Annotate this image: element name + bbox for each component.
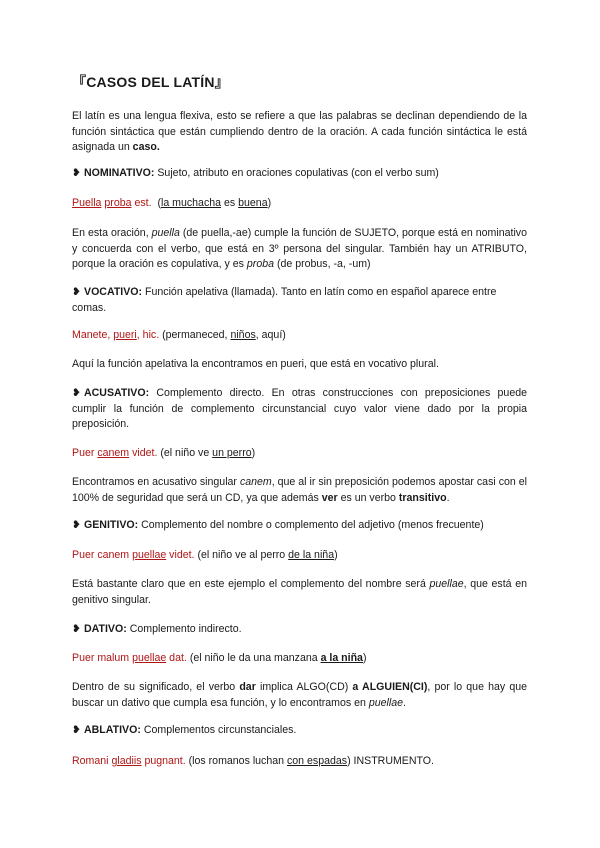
dativo-heading: ❥ DATIVO: Complemento indirecto.	[72, 622, 527, 638]
dativo-explanation: Dentro de su significado, el verbo dar implica ALGO(CD) a ALGUIEN(CI), por lo que hay que buscar un dativo que cumpla esa función, y lo encontramos en puellae.	[72, 681, 527, 709]
dativo-example: Puer malum puellae dat. (el niño le da una manzana a la niña)	[72, 652, 367, 664]
vocativo-label: VOCATIVO:	[84, 286, 143, 298]
heart-bullet-icon: ❥	[72, 286, 81, 298]
nominativo-heading: ❥ NOMINATIVO: Sujeto, atributo en oraciones copulativas (con el verbo sum)	[72, 166, 527, 182]
genitivo-heading: ❥ GENITIVO: Complemento del nombre o complemento del adjetivo (menos frecuente)	[72, 518, 527, 534]
genitivo-label: GENITIVO:	[84, 519, 139, 531]
nominativo-example: Puella proba est. (la muchacha es buena)	[72, 197, 272, 209]
heart-bullet-icon: ❥	[72, 519, 81, 531]
heart-bullet-icon: ❥	[72, 167, 81, 179]
heart-bullet-icon: ❥	[72, 724, 81, 736]
acusativo-example: Puer canem videt. (el niño ve un perro)	[72, 447, 256, 459]
genitivo-explanation: Está bastante claro que en este ejemplo el complemento del nombre será puellae, que está en genitivo singular.	[72, 578, 527, 606]
vocativo-example: Manete, pueri, hic. (permaneced, niños, aquí)	[72, 329, 286, 341]
vocativo-explanation: Aquí la función apelativa la encontramos en pueri, que está en vocativo plural.	[72, 358, 439, 370]
nominativo-label: NOMINATIVO:	[84, 167, 155, 179]
nominativo-explanation: En esta oración, puella (de puella,-ae) cumple la función de SUJETO, porque está en nominativo y concuerda con el verbo, que está en 3º persona del singular. También hay un ATRIBUTO, porque la oración es copulativa, y es proba (de probus, -a, -um)	[72, 227, 527, 270]
ablativo-heading: ❥ ABLATIVO: Complementos circunstanciales.	[72, 723, 527, 739]
intro-bold-caso: caso.	[132, 141, 160, 153]
heart-bullet-icon: ❥	[72, 623, 81, 635]
acusativo-label: ACUSATIVO:	[84, 387, 150, 399]
dativo-label: DATIVO:	[84, 623, 127, 635]
vocativo-heading: ❥ VOCATIVO: Función apelativa (llamada). Tanto en latín como en español aparece entre comas.	[72, 286, 497, 314]
genitivo-example: Puer canem puellae videt. (el niño ve al perro de la niña)	[72, 549, 338, 561]
acusativo-explanation: Encontramos en acusativo singular canem, que al ir sin preposición podemos apostar casi con el 100% de seguridad que será un CD, ya que además ver es un verbo transitivo.	[72, 476, 527, 504]
acusativo-heading: ❥ ACUSATIVO: Complemento directo. En otras construcciones con preposiciones puede cumplir la función de complemento circunstancial cuyo valor viene dado por la propia preposición.	[72, 387, 527, 430]
page-title: 『CASOS DEL LATÍN』	[72, 74, 229, 90]
ablativo-example: Romani gladiis pugnant. (los romanos luchan con espadas) INSTRUMENTO.	[72, 755, 434, 767]
ablativo-label: ABLATIVO:	[84, 724, 141, 736]
heart-bullet-icon: ❥	[72, 387, 81, 399]
intro-paragraph: El latín es una lengua flexiva, esto se refiere a que las palabras se declinan dependiendo de la función sintáctica que están cumpliendo dentro de la oración. A cada función sintáctica le está asignada un caso.	[72, 110, 527, 153]
